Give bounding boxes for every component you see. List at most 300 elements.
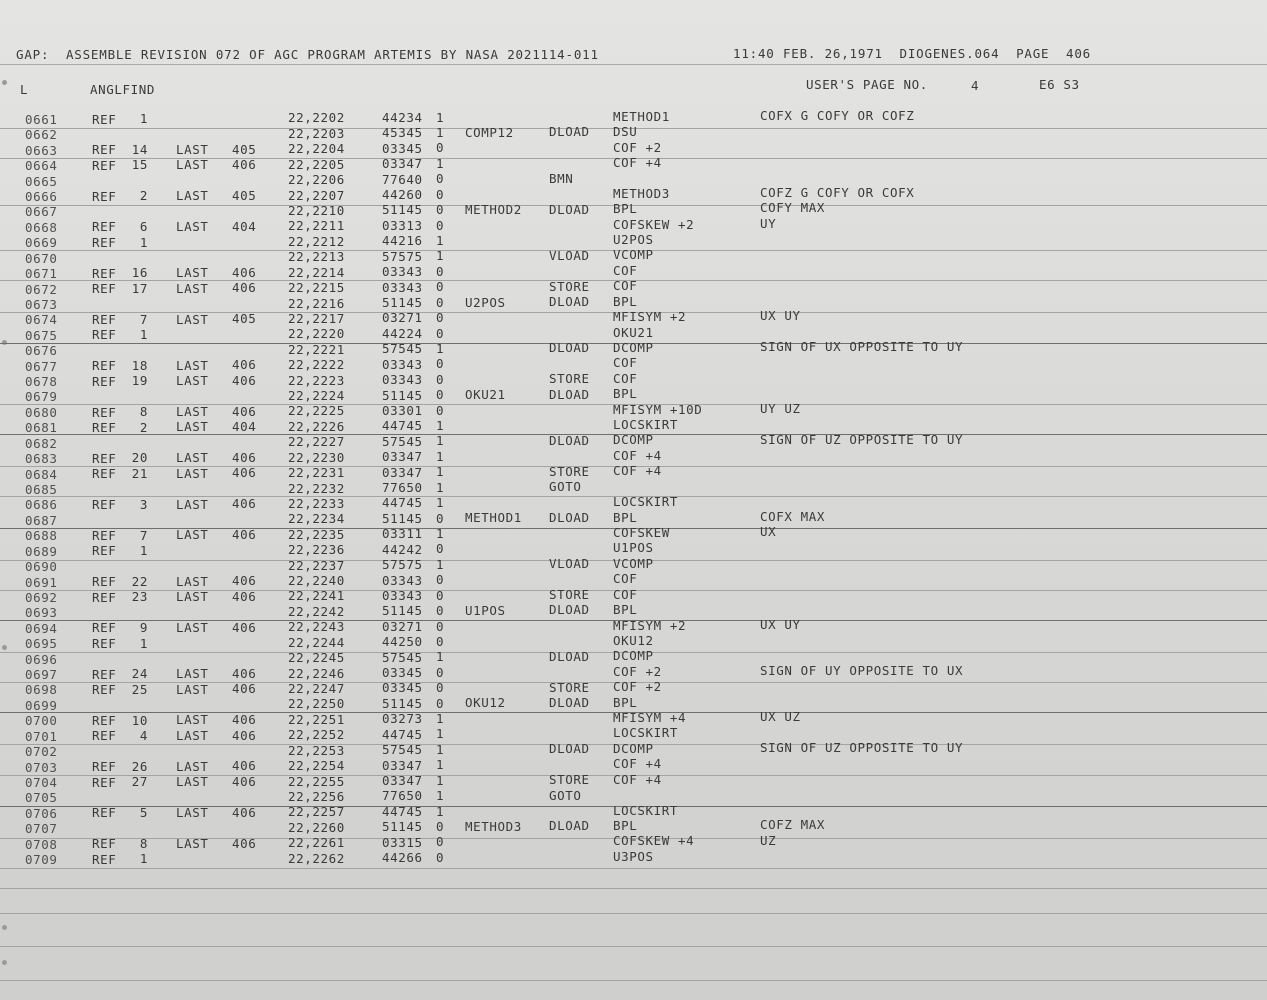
opcode: GOTO: [549, 479, 582, 495]
last-page: 406: [232, 727, 257, 743]
address: 22,2256: [288, 788, 345, 804]
comment: UX: [760, 524, 777, 540]
last-page: 406: [232, 573, 257, 589]
operand: COF: [613, 370, 638, 386]
address: 22,2231: [288, 465, 345, 481]
ref-keyword: REF: [92, 466, 117, 482]
operand: COF +2: [613, 679, 662, 695]
last-keyword: LAST: [176, 589, 209, 605]
last-page: 404: [232, 218, 257, 234]
line-number: 0700: [25, 713, 58, 729]
last-page: 405: [232, 187, 257, 203]
opcode: STORE: [549, 679, 590, 695]
line-number: 0693: [25, 605, 58, 621]
page-header-title: GAP: ASSEMBLE REVISION 072 OF AGC PROGRAM ARTEMIS BY NASA 2021114-011: [16, 47, 599, 62]
operand: BPL: [613, 293, 638, 309]
line-number: 0667: [25, 204, 58, 220]
address: 22,2255: [288, 773, 345, 789]
parity-bit: 1: [436, 433, 445, 449]
comment: COFY MAX: [760, 200, 826, 216]
parity-bit: 0: [436, 402, 445, 418]
line-number: 0694: [25, 620, 58, 636]
section-code: E6 S3: [1039, 77, 1080, 92]
ref-keyword: REF: [92, 589, 117, 605]
parity-bit: 1: [436, 649, 445, 665]
line-number: 0679: [25, 389, 58, 405]
octal-word: 03343: [382, 264, 423, 280]
octal-word: 03343: [382, 587, 423, 603]
octal-word: 03271: [382, 618, 423, 634]
last-keyword: LAST: [176, 265, 209, 281]
octal-word: 51145: [382, 387, 423, 403]
opcode: STORE: [549, 278, 590, 294]
ref-count: 18: [131, 357, 149, 373]
ref-count: 1: [139, 635, 149, 651]
octal-word: 57575: [382, 557, 423, 573]
address: 22,2207: [288, 187, 345, 203]
operand: BPL: [613, 386, 638, 402]
last-page: 406: [232, 450, 257, 465]
ref-count: 1: [139, 111, 149, 127]
line-number: 0697: [25, 667, 58, 682]
address: 22,2224: [288, 388, 345, 403]
octal-word: 03345: [382, 665, 423, 680]
address: 22,2216: [288, 295, 345, 311]
opcode: GOTO: [549, 787, 582, 803]
ref-count: 24: [131, 666, 149, 682]
address: 22,2223: [288, 372, 345, 388]
operand: U2POS: [613, 232, 654, 247]
last-keyword: LAST: [176, 311, 209, 327]
column-marker: L: [20, 82, 29, 97]
ref-count: 8: [139, 835, 149, 851]
parity-bit: 1: [436, 155, 445, 171]
opcode: DLOAD: [549, 818, 590, 834]
last-keyword: LAST: [176, 835, 209, 851]
operand: COFSKEW +2: [613, 216, 695, 232]
operand: MFISYM +2: [613, 617, 687, 633]
parity-bit: 0: [436, 834, 445, 850]
line-number: 0695: [25, 636, 58, 652]
line-number: 0672: [25, 281, 58, 297]
last-page: 406: [232, 527, 257, 543]
ref-count: 27: [131, 774, 149, 790]
operand: OKU12: [613, 632, 654, 648]
address: 22,2257: [288, 804, 345, 820]
last-keyword: LAST: [176, 404, 209, 419]
opcode: DLOAD: [549, 124, 590, 140]
operand: COF +2: [613, 139, 662, 155]
ref-keyword: REF: [92, 836, 117, 852]
comment: SIGN OF UX OPPOSITE TO UY: [760, 339, 964, 355]
line-number: 0675: [25, 327, 58, 343]
last-keyword: LAST: [176, 465, 209, 481]
parity-bit: 0: [436, 587, 445, 603]
parity-bit: 0: [436, 818, 445, 834]
octal-word: 03343: [382, 372, 423, 387]
address: 22,2213: [288, 249, 345, 265]
operand: BPL: [613, 602, 638, 618]
address: 22,2232: [288, 480, 345, 496]
address: 22,2221: [288, 341, 345, 357]
opcode: DLOAD: [549, 741, 590, 757]
opcode: STORE: [549, 463, 590, 479]
ref-keyword: REF: [92, 142, 117, 158]
octal-word: 51145: [382, 510, 423, 526]
line-number: 0704: [25, 774, 58, 790]
statement-label: METHOD2: [465, 202, 522, 217]
address: 22,2251: [288, 711, 345, 727]
line-number: 0706: [25, 805, 58, 821]
operand: MFISYM +10D: [613, 401, 703, 417]
last-keyword: LAST: [176, 681, 209, 697]
octal-word: 44260: [382, 187, 423, 202]
ref-count: 2: [139, 419, 149, 435]
last-keyword: LAST: [176, 357, 209, 373]
octal-word: 57545: [382, 649, 423, 665]
user-page-label: USER'S PAGE NO.: [806, 77, 928, 92]
parity-bit: 0: [436, 849, 445, 865]
parity-bit: 0: [436, 371, 445, 387]
ref-count: 15: [131, 157, 149, 173]
address: 22,2225: [288, 403, 345, 419]
operand: BPL: [613, 509, 638, 525]
address: 22,2254: [288, 758, 345, 774]
ref-keyword: REF: [92, 574, 117, 590]
address: 22,2240: [288, 573, 345, 588]
octal-word: 77650: [382, 480, 423, 495]
octal-word: 51145: [382, 819, 423, 835]
ref-keyword: REF: [92, 666, 117, 682]
statement-label: COMP12: [465, 124, 514, 140]
parity-bit: 0: [436, 325, 445, 341]
parity-bit: 0: [436, 294, 445, 310]
octal-word: 44216: [382, 233, 423, 249]
comment: COFX MAX: [760, 508, 826, 524]
operand: U1POS: [613, 540, 654, 556]
octal-word: 51145: [382, 603, 423, 619]
line-number: 0690: [25, 559, 58, 574]
last-keyword: LAST: [176, 141, 209, 157]
last-page: 406: [232, 280, 257, 296]
octal-word: 44745: [382, 418, 423, 434]
parity-bit: 0: [436, 263, 445, 279]
operand: MFISYM +2: [613, 309, 687, 325]
line-number: 0673: [25, 296, 58, 312]
last-page: 404: [232, 419, 257, 435]
parity-bit: 1: [436, 125, 445, 140]
address: 22,2215: [288, 280, 345, 295]
line-number: 0687: [25, 512, 58, 528]
octal-word: 03271: [382, 310, 423, 326]
paper-rule: [0, 946, 1267, 947]
parity-bit: 1: [436, 726, 445, 742]
line-number: 0662: [25, 127, 58, 143]
last-keyword: LAST: [176, 527, 209, 543]
last-page: 406: [232, 372, 257, 388]
address: 22,2222: [288, 357, 345, 373]
octal-word: 77640: [382, 171, 423, 187]
ref-keyword: REF: [92, 543, 117, 559]
line-number: 0685: [25, 481, 58, 497]
comment: UX UZ: [760, 709, 801, 725]
ref-keyword: REF: [92, 219, 117, 235]
line-number: 0705: [25, 790, 58, 806]
address: 22,2214: [288, 264, 345, 280]
operand: COF: [613, 571, 638, 587]
ref-count: 10: [131, 712, 149, 728]
octal-word: 03343: [382, 356, 423, 372]
parity-bit: 1: [436, 556, 445, 572]
address: 22,2234: [288, 511, 345, 527]
ref-count: 19: [131, 373, 149, 389]
last-page: 406: [232, 157, 257, 172]
octal-word: 44224: [382, 325, 423, 341]
line-number: 0684: [25, 466, 58, 482]
parity-bit: 0: [436, 217, 445, 233]
last-page: 406: [232, 712, 257, 728]
opcode: STORE: [549, 587, 590, 602]
octal-word: 45345: [382, 125, 423, 141]
parity-bit: 0: [436, 695, 445, 711]
opcode: DLOAD: [549, 648, 590, 664]
comment: UY: [760, 215, 777, 231]
paper-rule: [0, 868, 1267, 869]
paper-rule: [0, 980, 1267, 981]
parity-bit: 0: [436, 356, 445, 372]
last-keyword: LAST: [176, 573, 209, 589]
comment: SIGN OF UZ OPPOSITE TO UY: [760, 740, 964, 755]
paper-rule: [0, 913, 1267, 914]
operand: VCOMP: [613, 555, 654, 571]
operand: METHOD1: [613, 108, 670, 124]
operand: COF: [613, 278, 638, 294]
octal-word: 57575: [382, 248, 423, 264]
ref-keyword: REF: [92, 774, 117, 790]
line-number: 0670: [25, 250, 58, 266]
opcode: DLOAD: [549, 694, 590, 710]
ref-keyword: REF: [92, 728, 117, 744]
octal-word: 44242: [382, 541, 423, 557]
opcode: DLOAD: [549, 340, 590, 356]
parity-bit: 0: [436, 387, 445, 403]
ref-keyword: REF: [92, 265, 117, 281]
operand: COF +2: [613, 663, 662, 679]
operand: OKU21: [613, 324, 654, 340]
line-number: 0686: [25, 497, 58, 513]
address: 22,2227: [288, 434, 345, 450]
parity-bit: 1: [436, 109, 445, 125]
line-number: 0674: [25, 312, 58, 328]
parity-bit: 0: [436, 618, 445, 634]
line-number: 0702: [25, 744, 58, 760]
ref-keyword: REF: [92, 234, 117, 250]
octal-word: 03301: [382, 402, 423, 418]
last-page: 406: [232, 804, 257, 820]
ref-keyword: REF: [92, 620, 117, 636]
line-number: 0668: [25, 219, 58, 235]
last-keyword: LAST: [176, 712, 209, 728]
octal-word: 57545: [382, 742, 423, 758]
line-number: 0696: [25, 651, 58, 667]
address: 22,2206: [288, 172, 345, 188]
address: 22,2241: [288, 588, 345, 604]
last-page: 406: [232, 773, 257, 789]
address: 22,2220: [288, 326, 345, 342]
ref-count: 8: [139, 404, 149, 420]
octal-word: 44250: [382, 634, 423, 650]
last-page: 406: [232, 588, 257, 604]
operand: BPL: [613, 817, 638, 833]
ref-keyword: REF: [92, 327, 117, 343]
line-number: 0701: [25, 728, 58, 744]
line-number: 0680: [25, 404, 58, 420]
parity-bit: 1: [436, 233, 445, 248]
parity-bit: 1: [436, 418, 445, 433]
line-number: 0677: [25, 358, 58, 374]
paper-rule: [0, 888, 1267, 889]
page-header-timestamp: 11:40 FEB. 26,1971 DIOGENES.064 PAGE 406: [733, 46, 1092, 61]
operand: DCOMP: [613, 648, 654, 664]
octal-word: 44745: [382, 726, 423, 742]
operand: COF: [613, 262, 638, 278]
parity-bit: 1: [436, 340, 445, 356]
parity-bit: 1: [436, 741, 445, 757]
opcode: DLOAD: [549, 201, 590, 217]
comment: COFX G COFY OR COFZ: [760, 107, 915, 123]
parity-bit: 1: [436, 525, 445, 541]
last-page: 406: [232, 758, 257, 774]
comment: SIGN OF UY OPPOSITE TO UX: [760, 662, 964, 678]
parity-bit: 0: [436, 510, 445, 526]
line-number: 0691: [25, 574, 58, 590]
parity-bit: 0: [436, 541, 445, 557]
parity-bit: 0: [436, 680, 445, 696]
statement-label: U2POS: [465, 294, 506, 310]
ref-keyword: REF: [92, 635, 117, 651]
ref-count: 1: [139, 327, 149, 343]
ref-count: 17: [131, 280, 149, 296]
operand: COF: [613, 355, 638, 371]
last-page: 406: [232, 619, 257, 635]
operand: DSU: [613, 124, 638, 139]
line-number: 0683: [25, 451, 58, 467]
last-keyword: LAST: [176, 758, 209, 774]
last-keyword: LAST: [176, 666, 209, 682]
ref-keyword: REF: [92, 759, 117, 775]
ref-count: 1: [139, 851, 149, 867]
parity-bit: 0: [436, 186, 445, 202]
address: 22,2233: [288, 495, 345, 511]
address: 22,2262: [288, 850, 345, 866]
parity-bit: 1: [436, 788, 445, 804]
operand: VCOMP: [613, 247, 654, 263]
ref-keyword: REF: [92, 111, 117, 127]
ref-keyword: REF: [92, 497, 117, 512]
ref-count: 4: [139, 728, 149, 743]
line-number: 0709: [25, 852, 58, 867]
address: 22,2205: [288, 156, 345, 172]
line-number: 0663: [25, 142, 58, 158]
octal-word: 03345: [382, 140, 423, 156]
ref-keyword: REF: [92, 157, 117, 173]
octal-word: 03273: [382, 711, 423, 727]
line-number: 0708: [25, 836, 58, 852]
operand: COF +4: [613, 771, 662, 787]
octal-word: 44234: [382, 109, 423, 125]
comment: COFZ G COFY OR COFX: [760, 184, 915, 200]
octal-word: 03343: [382, 279, 423, 295]
operand: BPL: [613, 694, 638, 710]
line-number: 0707: [25, 821, 58, 837]
address: 22,2252: [288, 727, 345, 743]
ref-count: 26: [131, 758, 149, 774]
opcode: DLOAD: [549, 602, 590, 618]
statement-label: U1POS: [465, 602, 506, 618]
operand: LOCSKIRT: [613, 494, 679, 510]
last-keyword: LAST: [176, 419, 209, 435]
octal-word: 03343: [382, 572, 423, 588]
opcode: STORE: [549, 371, 590, 387]
address: 22,2250: [288, 696, 345, 712]
last-page: 406: [232, 681, 257, 697]
ref-keyword: REF: [92, 188, 117, 204]
ref-count: 21: [131, 465, 149, 481]
statement-label: METHOD3: [465, 818, 522, 834]
ref-keyword: REF: [92, 712, 117, 728]
address: 22,2261: [288, 835, 345, 851]
line-number: 0669: [25, 235, 58, 251]
octal-word: 77650: [382, 788, 423, 804]
octal-word: 51145: [382, 294, 423, 310]
operand: U3POS: [613, 848, 654, 864]
line-number: 0688: [25, 528, 58, 544]
tractor-feed-hole: [2, 645, 7, 650]
octal-word: 03345: [382, 680, 423, 696]
ref-keyword: REF: [92, 404, 117, 420]
parity-bit: 0: [436, 664, 445, 680]
tractor-feed-hole: [2, 80, 7, 85]
octal-word: 57545: [382, 433, 423, 449]
last-keyword: LAST: [176, 157, 209, 173]
operand: MFISYM +4: [613, 710, 687, 725]
last-page: 406: [232, 835, 257, 851]
ref-keyword: REF: [92, 312, 117, 327]
ref-count: 7: [139, 311, 149, 327]
ref-count: 23: [131, 589, 149, 605]
parity-bit: 1: [436, 803, 445, 819]
octal-word: 44745: [382, 495, 423, 511]
last-page: 405: [232, 311, 257, 327]
comment: UX UY: [760, 308, 801, 324]
last-page: 405: [232, 141, 257, 157]
opcode: STORE: [549, 772, 590, 787]
address: 22,2253: [288, 742, 345, 758]
last-page: 406: [232, 496, 257, 512]
operand: COF +4: [613, 447, 662, 463]
tractor-feed-hole: [2, 960, 7, 965]
address: 22,2244: [288, 634, 345, 650]
last-keyword: LAST: [176, 219, 209, 234]
ref-count: 5: [139, 805, 149, 821]
address: 22,2237: [288, 557, 345, 573]
address: 22,2260: [288, 819, 345, 835]
ref-keyword: REF: [92, 851, 117, 867]
line-number: 0671: [25, 266, 58, 282]
ref-keyword: REF: [92, 805, 117, 821]
address: 22,2202: [288, 110, 345, 126]
parity-bit: 1: [436, 479, 445, 495]
